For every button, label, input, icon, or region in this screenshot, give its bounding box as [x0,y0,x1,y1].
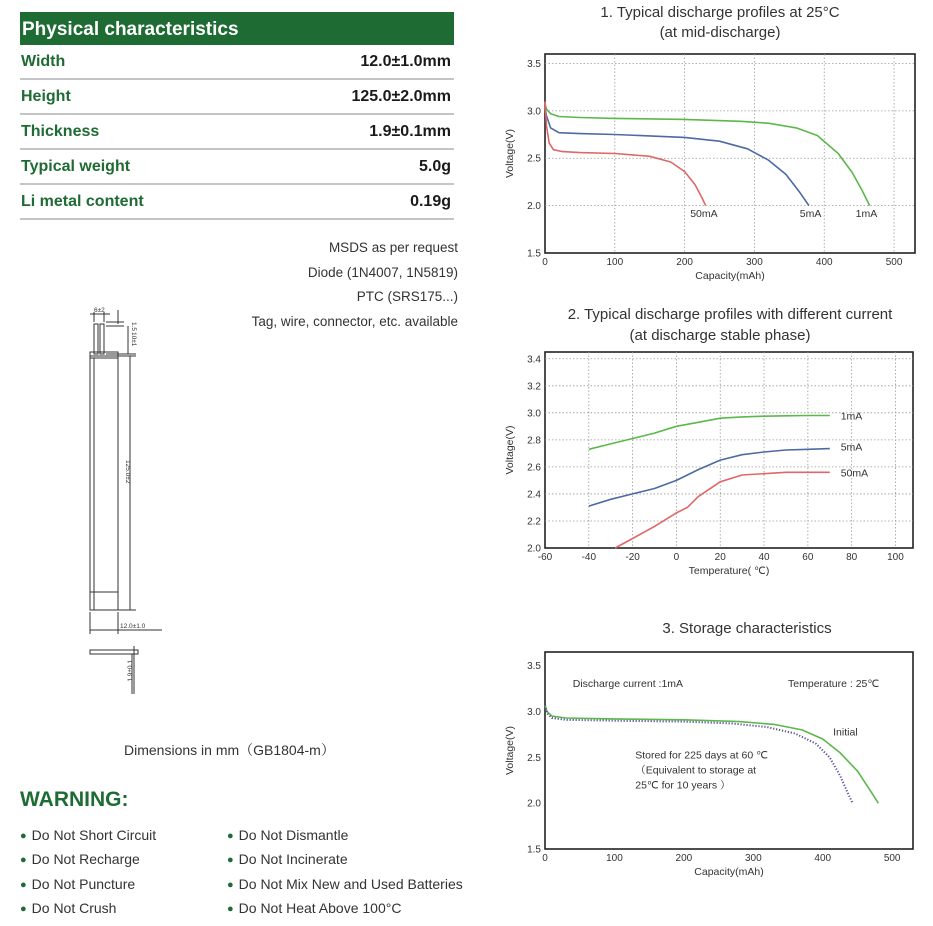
x-tick-label: 20 [714,552,726,563]
x-tick-label: 60 [802,552,814,563]
stored-note-line: 25℃ for 10 years ） [635,779,731,792]
y-tick-label: 1.5 [527,844,541,856]
warning-title: WARNING: [20,788,129,811]
y-tick-label: 2.0 [527,798,541,810]
x-axis-label: Capacity(mAh) [694,866,764,878]
chart1-discharge-profiles [495,46,925,296]
x-tick-label: 400 [815,257,833,268]
label-1ma: 1mA [840,410,863,423]
dim-width-label: 12.0±1.0 [120,623,146,630]
y-tick-label: 2.0 [527,201,541,213]
stored-note-line: Stored for 225 days at 60 ℃ [635,749,768,762]
x-tick-label: -40 [581,552,597,563]
y-tick-label: 3.4 [527,354,541,366]
x-tick-label: -20 [625,552,640,563]
label-5ma: 5mA [840,441,863,454]
x-tick-label: 400 [814,853,832,864]
chart2-temperature-profiles [495,346,925,590]
label-5ma: 5mA [799,207,822,220]
warning-item: ● Do Not Crush [20,900,117,916]
table-row [20,115,454,150]
y-tick-label: 2.8 [527,435,541,447]
row-value: 5.0g [418,157,451,175]
dim-height-label: 125.0±2 [124,460,131,484]
options-list [252,236,458,334]
x-tick-label: 200 [676,257,693,268]
series-line-0 [589,416,830,450]
y-tick-label: 3.2 [527,381,541,393]
dim-tab-label: 10±1 [130,332,137,347]
row-label: Li metal content [21,192,144,210]
warning-item: ● Do Not Puncture [20,876,136,892]
x-tick-label: 100 [606,853,623,864]
row-label: Width [21,52,66,70]
y-tick-label: 2.5 [527,153,541,165]
y-tick-label: 3.0 [527,408,541,420]
x-tick-label: 40 [758,552,770,563]
x-tick-label: 0 [542,257,548,268]
discharge-current-note: Discharge current :1mA [572,677,684,690]
x-tick-label: 100 [606,257,624,268]
warning-item: ● Do Not Recharge [20,851,140,867]
row-value: 125.0±2.0mm [351,87,451,105]
stored-note-line: （Equivalent to storage at [635,764,757,777]
y-tick-label: 2.4 [527,489,541,501]
chart2-title: 2. Typical discharge profiles with different current [567,306,893,323]
label-1ma: 1mA [855,207,878,220]
label-50ma: 50mA [690,207,718,220]
warning-item: ● Do Not Short Circuit [20,827,157,843]
warning-item: ● Do Not Dismantle [227,827,349,843]
series-line-0 [545,103,870,205]
warning-item: ● Do Not Heat Above 100°C [227,900,402,916]
table-row [20,80,454,115]
chart3-title: 3. Storage characteristics [662,620,832,637]
option-item: MSDS as per request [328,240,458,255]
y-tick-label: 1.5 [527,248,541,260]
x-tick-label: -60 [537,552,553,563]
x-tick-label: 0 [673,552,680,563]
option-item: PTC (SRS175...) [356,289,458,304]
series-line-2 [615,472,830,548]
label-50ma: 50mA [840,467,869,480]
chart1-title: 1. Typical discharge profiles at 25°C [600,4,840,21]
chart1-subtitle: (at mid-discharge) [659,24,781,41]
warning-item: ● Do Not Incinerate [227,851,348,867]
x-tick-label: 300 [744,853,762,864]
y-tick-label: 3.5 [527,661,541,673]
dim-small-label: 1.5 [130,322,137,332]
row-value: 1.9±0.1mm [369,122,451,140]
x-axis-label: Temperature( ℃) [688,565,770,577]
x-tick-label: 0 [542,853,548,864]
dimension-drawing [70,300,180,700]
y-tick-label: 2.5 [527,752,541,764]
option-item: Tag, wire, connector, etc. available [251,313,458,329]
dim-top-label: 6±2 [94,307,105,314]
temperature-note: Temperature : 25℃ [788,677,880,690]
y-tick-label: 2.2 [527,516,541,528]
physical-characteristics-table [20,12,454,220]
physical-characteristics-title: Physical characteristics [20,12,454,45]
warning-item: ● Do Not Mix New and Used Batteries [227,876,463,892]
x-tick-label: 80 [846,552,858,563]
row-label: Height [21,87,71,105]
x-tick-label: 500 [883,853,901,864]
series-line-1 [589,449,830,507]
x-tick-label: 300 [746,257,763,268]
initial-label: Initial [833,726,858,739]
row-value: 0.19g [410,192,451,210]
row-value: 12.0±1.0mm [360,52,451,70]
table-row [20,150,454,185]
y-axis-label: Voltage(V) [504,425,516,475]
option-item: Diode (1N4007, 1N5819) [307,264,458,280]
y-tick-label: 3.0 [527,707,541,719]
y-axis-label: Voltage(V) [504,128,516,179]
table-row [20,45,454,80]
dim-thickness-label: 1.9±0.1 [127,660,134,682]
table-row [20,185,454,220]
dimensions-caption: Dimensions in mm（GB1804-m） [124,742,335,758]
y-tick-label: 3.5 [527,58,541,70]
row-label: Typical weight [21,157,131,175]
y-tick-label: 2.0 [527,543,541,555]
x-tick-label: 200 [675,853,693,864]
series-line-1 [545,106,809,206]
y-tick-label: 3.0 [527,106,541,118]
chart3-storage-characteristics [495,644,925,888]
y-axis-label: Voltage(V) [504,725,516,776]
x-axis-label: Capacity(mAh) [695,270,765,282]
x-tick-label: 500 [885,257,903,268]
y-tick-label: 2.6 [527,462,541,474]
x-tick-label: 100 [887,552,904,563]
chart2-subtitle: (at discharge stable phase) [629,327,811,344]
row-label: Thickness [21,122,100,140]
